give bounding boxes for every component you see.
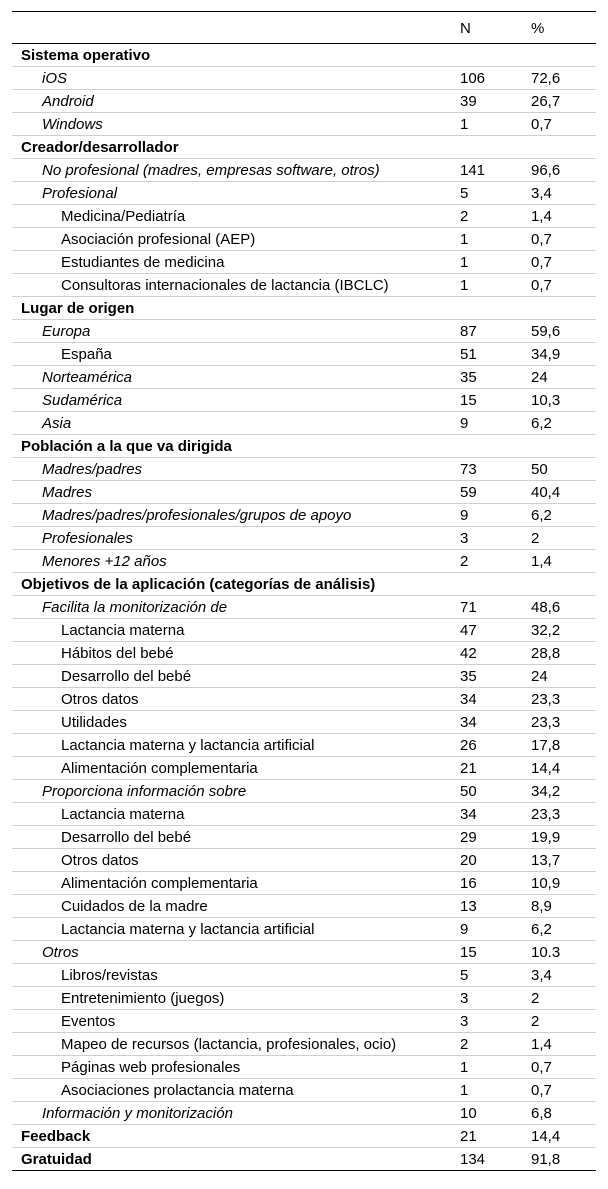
- table-row: [12, 90, 596, 113]
- table-row: [12, 1102, 596, 1125]
- row-n: 50: [460, 783, 477, 800]
- row-n: 3: [460, 990, 469, 1007]
- row-label: Android: [42, 93, 94, 110]
- row-n: 21: [460, 760, 477, 777]
- row-n: 9: [460, 415, 469, 432]
- row-n: 26: [460, 737, 477, 754]
- row-label: Norteamérica: [42, 369, 133, 386]
- table-row: [12, 343, 596, 366]
- data-table: [12, 11, 596, 1171]
- row-percent: 0,7: [531, 231, 552, 248]
- row-n: 34: [460, 691, 477, 708]
- row-percent: 24: [531, 369, 548, 386]
- row-n: 5: [460, 967, 469, 984]
- table-row: [12, 389, 596, 412]
- row-percent: 2: [531, 990, 540, 1007]
- table-row: [12, 159, 596, 182]
- table-row: [12, 550, 596, 573]
- row-percent: 10,3: [531, 392, 561, 409]
- table-row: [12, 228, 596, 251]
- row-percent: 14,4: [531, 1128, 561, 1145]
- row-percent: 13,7: [531, 852, 561, 869]
- row-n: 16: [460, 875, 477, 892]
- row-percent: 0,7: [531, 1082, 552, 1099]
- row-n: 15: [460, 944, 477, 961]
- row-n: 3: [460, 1013, 469, 1030]
- row-n: 134: [460, 1151, 486, 1168]
- table-row: [12, 964, 596, 987]
- row-percent: 6,2: [531, 415, 552, 432]
- row-n: 2: [460, 208, 469, 225]
- row-n: 34: [460, 806, 477, 823]
- row-label: Otros datos: [61, 852, 139, 869]
- row-percent: 10,9: [531, 875, 561, 892]
- row-label: Asociaciones prolactancia materna: [61, 1082, 294, 1099]
- row-label: Información y monitorización: [42, 1105, 233, 1122]
- row-n: 1: [460, 231, 469, 248]
- row-label: No profesional (madres, empresas software, otros): [42, 162, 380, 179]
- row-percent: 34,9: [531, 346, 561, 363]
- row-n: 71: [460, 599, 477, 616]
- table-row: [12, 941, 596, 964]
- row-percent: 0,7: [531, 254, 552, 271]
- row-percent: 0,7: [531, 116, 552, 133]
- row-percent: 3,4: [531, 967, 552, 984]
- row-n: 35: [460, 668, 477, 685]
- row-n: 141: [460, 162, 486, 179]
- row-n: 10: [460, 1105, 477, 1122]
- row-percent: 17,8: [531, 737, 561, 754]
- row-percent: 32,2: [531, 622, 561, 639]
- row-percent: 1,4: [531, 208, 552, 225]
- row-n: 3: [460, 530, 469, 547]
- table-row: [12, 504, 596, 527]
- row-n: 13: [460, 898, 477, 915]
- row-n: 1: [460, 1059, 469, 1076]
- table-row: [12, 918, 596, 941]
- row-n: 15: [460, 392, 477, 409]
- table-row: [12, 435, 596, 458]
- table-row: [12, 665, 596, 688]
- row-percent: 48,6: [531, 599, 561, 616]
- row-label: Mapeo de recursos (lactancia, profesionales, ocio): [61, 1036, 397, 1053]
- header-n: N: [460, 20, 471, 37]
- row-label: Otros: [42, 944, 79, 961]
- row-percent: 10.3: [531, 944, 561, 961]
- table-row: [12, 527, 596, 550]
- row-percent: 8,9: [531, 898, 552, 915]
- row-percent: 91,8: [531, 1151, 561, 1168]
- row-n: 2: [460, 1036, 469, 1053]
- row-percent: 23,3: [531, 806, 561, 823]
- row-label: Creador/desarrollador: [21, 139, 179, 156]
- row-n: 34: [460, 714, 477, 731]
- row-percent: 28,8: [531, 645, 561, 662]
- row-label: Profesionales: [42, 530, 133, 547]
- row-percent: 3,4: [531, 185, 552, 202]
- row-label: Eventos: [61, 1013, 116, 1030]
- table-row: [12, 1079, 596, 1102]
- table-row: [12, 711, 596, 734]
- row-label: Entretenimiento (juegos): [61, 990, 225, 1007]
- table-row: [12, 757, 596, 780]
- row-percent: 23,3: [531, 691, 561, 708]
- row-n: 1: [460, 116, 469, 133]
- table-row: [12, 366, 596, 389]
- row-label: iOS: [42, 70, 68, 87]
- row-percent: 14,4: [531, 760, 561, 777]
- row-n: 1: [460, 277, 469, 294]
- row-label: España: [61, 346, 112, 363]
- row-label: Desarrollo del bebé: [61, 829, 192, 846]
- row-percent: 19,9: [531, 829, 561, 846]
- row-label: Madres/padres/profesionales/grupos de apoyo: [42, 507, 352, 524]
- row-label: Gratuidad: [21, 1151, 92, 1168]
- row-percent: 59,6: [531, 323, 561, 340]
- row-label: Sudamérica: [42, 392, 123, 409]
- row-percent: 2: [531, 1013, 540, 1030]
- row-label: Páginas web profesionales: [61, 1059, 241, 1076]
- row-n: 35: [460, 369, 477, 386]
- row-label: Alimentación complementaria: [61, 760, 258, 777]
- row-percent: 6,2: [531, 507, 552, 524]
- row-n: 39: [460, 93, 477, 110]
- table-row: [12, 780, 596, 803]
- table-row: [12, 803, 596, 826]
- row-n: 1: [460, 254, 469, 271]
- table-row: [12, 320, 596, 343]
- table-row: [12, 67, 596, 90]
- row-label: Facilita la monitorización de: [42, 599, 228, 616]
- table-row: [12, 596, 596, 619]
- row-label: Asia: [42, 415, 72, 432]
- row-n: 5: [460, 185, 469, 202]
- table-row: [12, 274, 596, 297]
- row-percent: 0,7: [531, 277, 552, 294]
- row-label: Estudiantes de medicina: [61, 254, 225, 271]
- row-percent: 6,2: [531, 921, 552, 938]
- table-row: [12, 297, 596, 320]
- table-row: [12, 136, 596, 159]
- table-row: [12, 987, 596, 1010]
- table-row: [12, 412, 596, 435]
- table-row: [12, 619, 596, 642]
- row-n: 87: [460, 323, 477, 340]
- row-percent: 23,3: [531, 714, 561, 731]
- row-label: Feedback: [21, 1128, 91, 1145]
- table-row: [12, 1148, 596, 1171]
- row-n: 73: [460, 461, 477, 478]
- row-n: 51: [460, 346, 477, 363]
- table-row: [12, 458, 596, 481]
- row-label: Lugar de origen: [21, 300, 135, 317]
- row-label: Libros/revistas: [61, 967, 158, 984]
- row-n: 29: [460, 829, 477, 846]
- row-label: Lactancia materna: [61, 806, 185, 823]
- row-label: Menores +12 años: [42, 553, 167, 570]
- row-label: Lactancia materna y lactancia artificial: [61, 737, 315, 754]
- row-percent: 96,6: [531, 162, 561, 179]
- row-n: 59: [460, 484, 477, 501]
- row-label: Alimentación complementaria: [61, 875, 258, 892]
- row-n: 1: [460, 1082, 469, 1099]
- row-label: Profesional: [42, 185, 118, 202]
- row-n: 21: [460, 1128, 477, 1145]
- row-label: Madres: [42, 484, 93, 501]
- row-percent: 40,4: [531, 484, 561, 501]
- row-n: 2: [460, 553, 469, 570]
- row-n: 42: [460, 645, 477, 662]
- table-row: [12, 872, 596, 895]
- row-percent: 1,4: [531, 553, 552, 570]
- table-row: [12, 826, 596, 849]
- row-label: Otros datos: [61, 691, 139, 708]
- row-percent: 50: [531, 461, 548, 478]
- row-percent: 26,7: [531, 93, 561, 110]
- row-label: Cuidados de la madre: [61, 898, 208, 915]
- row-label: Madres/padres: [42, 461, 143, 478]
- table-row: [12, 44, 596, 67]
- row-percent: 72,6: [531, 70, 561, 87]
- row-n: 9: [460, 921, 469, 938]
- row-label: Lactancia materna: [61, 622, 185, 639]
- row-percent: 2: [531, 530, 540, 547]
- table-row: [12, 1033, 596, 1056]
- row-label: Proporciona información sobre: [42, 783, 247, 800]
- table-body: [12, 44, 596, 1171]
- row-label: Medicina/Pediatría: [61, 208, 186, 225]
- row-percent: 6,8: [531, 1105, 552, 1122]
- table-row: [12, 1125, 596, 1148]
- table-row: [12, 734, 596, 757]
- row-label: Europa: [42, 323, 91, 340]
- table-row: [12, 205, 596, 228]
- row-label: Objetivos de la aplicación (categorías de análisis): [21, 576, 376, 593]
- table-row: [12, 182, 596, 205]
- table-row: [12, 113, 596, 136]
- row-label: Desarrollo del bebé: [61, 668, 192, 685]
- row-label: Sistema operativo: [21, 47, 151, 64]
- table-row: [12, 895, 596, 918]
- row-label: Windows: [42, 116, 103, 133]
- table-row: [12, 251, 596, 274]
- row-label: Consultoras internacionales de lactancia (IBCLC): [61, 277, 389, 294]
- row-label: Hábitos del bebé: [61, 645, 174, 662]
- table-row: [12, 573, 596, 596]
- row-label: Utilidades: [61, 714, 127, 731]
- table-row: [12, 481, 596, 504]
- header-percent: %: [531, 20, 545, 37]
- row-label: Población a la que va dirigida: [21, 438, 232, 455]
- row-n: 47: [460, 622, 477, 639]
- row-n: 106: [460, 70, 486, 87]
- table-header-row: [12, 12, 596, 44]
- table-row: [12, 1056, 596, 1079]
- row-percent: 1,4: [531, 1036, 552, 1053]
- row-percent: 24: [531, 668, 548, 685]
- row-percent: 0,7: [531, 1059, 552, 1076]
- row-label: Asociación profesional (AEP): [61, 231, 256, 248]
- table-row: [12, 1010, 596, 1033]
- row-n: 9: [460, 507, 469, 524]
- table-row: [12, 849, 596, 872]
- table-row: [12, 688, 596, 711]
- row-percent: 34,2: [531, 783, 561, 800]
- row-label: Lactancia materna y lactancia artificial: [61, 921, 315, 938]
- table-row: [12, 642, 596, 665]
- row-n: 20: [460, 852, 477, 869]
